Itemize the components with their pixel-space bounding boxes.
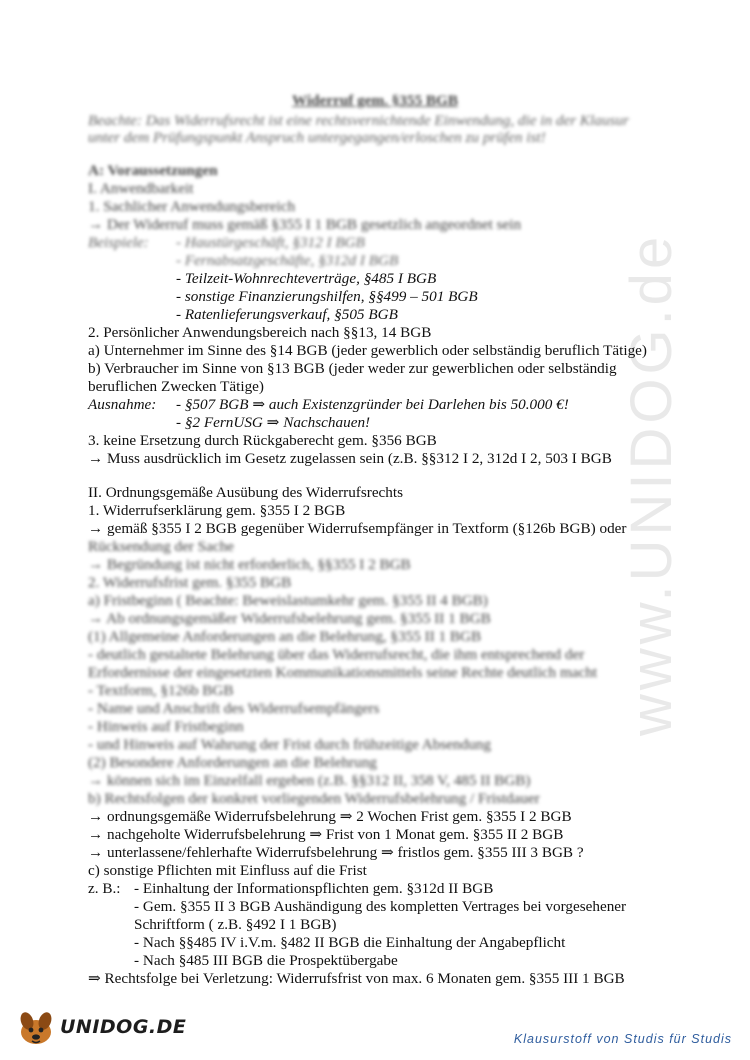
text-line: (2) Besondere Anforderungen an die Belehrung xyxy=(88,754,377,771)
examples-label: Beispiele: xyxy=(88,234,149,251)
text-line: → Begründung ist nicht erforderlich, §§355 I 2 BGB xyxy=(88,556,411,573)
text-line: → nachgeholte Widerrufsbelehrung ⇒ Frist von 1 Monat gem. §355 II 2 BGB xyxy=(88,826,564,843)
list-item: - sonstige Finanzierungshilfen, §§499 – 501 BGB xyxy=(176,288,478,305)
watermark: www.UNIDOG.de xyxy=(619,232,684,736)
example-label: z. B.: xyxy=(88,880,121,897)
list-item: - §507 BGB ⇒ auch Existenzgründer bei Darlehen bis 50.000 €! xyxy=(176,396,569,413)
text-line: → können sich im Einzelfall ergeben (z.B. §§312 II, 358 V, 485 II BGB) xyxy=(88,772,531,789)
text-line: → Muss ausdrücklich im Gesetz zugelassen sein (z.B. §§312 I 2, 312d I 2, 503 I BGB xyxy=(88,450,612,467)
text-line: a) Fristbeginn ( Beachte: Beweislastumkehr gem. §355 II 4 BGB) xyxy=(88,592,488,609)
list-item: - Haustürgeschäft, §312 I BGB xyxy=(176,234,365,251)
text-line: → gemäß §355 I 2 BGB gegenüber Widerrufsempfänger in Textform (§126b BGB) oder xyxy=(88,520,627,537)
heading-1: 1. Sachlicher Anwendungsbereich xyxy=(88,198,296,215)
text-line: → Der Widerruf muss gemäß §355 I 1 BGB gesetzlich angeordnet sein xyxy=(88,216,522,233)
text-line: a) Unternehmer im Sinne des §14 BGB (jeder gewerblich oder selbständig beruflich Tätige) xyxy=(88,342,647,359)
list-item: - Nach §485 III BGB die Prospektübergabe xyxy=(134,952,398,969)
list-item: - Gem. §355 II 3 BGB Aushändigung des kompletten Vertrages bei vorgesehener xyxy=(134,898,627,915)
note-line-1: Beachte: Das Widerrufsrecht ist eine rechtsvernichtende Einwendung, die in der Klausur xyxy=(88,112,629,129)
text-line: Erfordernisse der eingesetzten Kommunikationsmittels seine Rechte deutlich macht xyxy=(88,664,598,681)
text-line: Rücksendung der Sache xyxy=(88,538,234,555)
text-line: Schriftform ( z.B. §492 I 1 BGB) xyxy=(134,916,337,933)
heading-ii-1: 1. Widerrufserklärung gem. §355 I 2 BGB xyxy=(88,502,346,519)
text-line: - deutlich gestaltete Belehrung über das Widerrufsrecht, die ihm entsprechend der xyxy=(88,646,585,663)
text-line: - und Hinweis auf Wahrung der Frist durch frühzeitige Absendung xyxy=(88,736,491,753)
list-item: - Teilzeit-Wohnrechteverträge, §485 I BGB xyxy=(176,270,437,287)
text-line: → Ab ordnungsgemäßer Widerrufsbelehrung gem. §355 II 1 BGB xyxy=(88,610,491,627)
text-line: b) Verbraucher im Sinne von §13 BGB (jeder weder zur gewerblichen oder selbständig xyxy=(88,360,617,377)
heading-3: 3. keine Ersetzung durch Rückgaberecht gem. §356 BGB xyxy=(88,432,437,449)
text-line: (1) Allgemeine Anforderungen an die Belehrung, §355 II 1 BGB xyxy=(88,628,482,645)
heading-2: 2. Persönlicher Anwendungsbereich nach §§13, 14 BGB xyxy=(88,324,432,341)
text-line: → unterlassene/fehlerhafte Widerrufsbelehrung ⇒ fristlos gem. §355 III 3 BGB ? xyxy=(88,844,584,861)
text-line: - Textform, §126b BGB xyxy=(88,682,234,699)
dog-icon xyxy=(14,1008,58,1048)
list-item: - Nach §§485 IV i.V.m. §482 II BGB die Einhaltung der Angabepflicht xyxy=(134,934,566,951)
text-line: - Name und Anschrift des Widerrufsempfängers xyxy=(88,700,380,717)
footer-tagline: Klausurstoff von Studis für Studis xyxy=(513,1032,732,1046)
list-item: - Einhaltung der Informationspflichten gem. §312d II BGB xyxy=(134,880,494,897)
heading-ii: II. Ordnungsgemäße Ausübung des Widerrufsrechts xyxy=(88,484,404,501)
list-item: - Ratenlieferungsverkauf, §505 BGB xyxy=(176,306,398,323)
heading-ii-2: 2. Widerrufsfrist gem. §355 BGB xyxy=(88,574,292,591)
note-line-2: unter dem Prüfungspunkt Anspruch untergegangen/erloschen zu prüfen ist! xyxy=(88,129,546,146)
text-line: beruflichen Zwecken Tätige) xyxy=(88,378,264,395)
list-item: - Fernabsatzgeschäfte, §312d I BGB xyxy=(176,252,399,269)
page-title: Widerruf gem. §355 BGB xyxy=(292,92,458,109)
text-line: → ordnungsgemäße Widerrufsbelehrung ⇒ 2 Wochen Frist gem. §355 I 2 BGB xyxy=(88,808,572,825)
heading-c: c) sonstige Pflichten mit Einfluss auf die Frist xyxy=(88,862,367,879)
logo-text: UNIDOG.DE xyxy=(60,1016,187,1038)
text-line: ⇒ Rechtsfolge bei Verletzung: Widerrufsfrist von max. 6 Monaten gem. §355 III 1 BGB xyxy=(88,970,625,987)
list-item: - §2 FernUSG ⇒ Nachschauen! xyxy=(176,414,371,431)
heading-a: A: Voraussetzungen xyxy=(88,162,218,179)
exception-label: Ausnahme: xyxy=(88,396,157,413)
text-line: - Hinweis auf Fristbeginn xyxy=(88,718,244,735)
heading-i: I. Anwendbarkeit xyxy=(88,180,194,197)
unidog-logo[interactable] xyxy=(14,1008,187,1048)
text-line: b) Rechtsfolgen der konkret vorliegenden Widerrufsbelehrung / Fristdauer xyxy=(88,790,540,807)
